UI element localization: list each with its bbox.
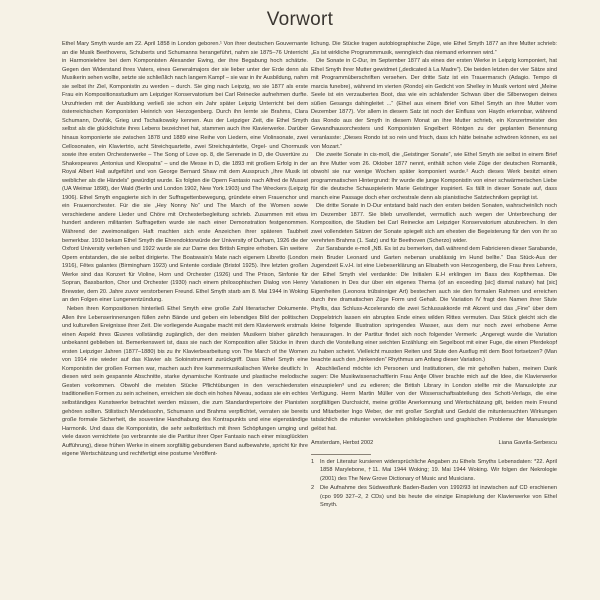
paragraph: Zur Sarabande e-moll „NB. Es ist zu bemerken, daß während dem Fabricieren dieser Sarabande, mein Bruder Leonard und Garten nebenan unablässig im Hund bellte.“ Das Stück-Aus der Jugendzeit E.v.H. ist eine Liebeserklärung an Elisabeth von Herzogenberg, die Frau ihres Lehrers, der Ethel Smyth viel verdankte: Die Initialen E.H erklingen im Bass des Kopfthemas. Die Variationen in Des dur über ein eigenes Thema (of an exceeding [sic] dismal nature) hat [sic] Eigenheiten (Leonora trübsinniger Art) bestechen auch sie den formalen Rahmen und erreichen durch ihre dramatischen Züge Form und Gehalt. Die Variation IV fragt den Namen ihrer Stute Phyllis, das Schluss-Accelerando die zwei Schlussakkorde mit Akzent und das „Fine“ über dem Doppelstrich lassen ein abruptes Ende eines wilden Rittes vermuten. Das Stück gleicht sich die kleine folgende Illustration springendes Wasser, aus dem nur noch zwei erhobene Arme herausragen. In der Partitur findet sich noch folgender Vermerk: „Angeregt wurde die Variation durch die Vorstellung einer seichten Erzählung: ein Segelboot mit einer Fuge, die einen Pferdekopf zu haben scheint. Vielleicht mussten Reiten und Stute den Ausflug mit dem Boot fortsetzen? (Man beachte auch den „hinkenden“ Rhythmus am Anfang dieser Variation.) <box>311 246 557 364</box>
footnote-number: 2 <box>311 485 315 492</box>
author-name: Liana Gavrila-Serbescu <box>498 440 557 447</box>
footnote-number: 1 <box>311 458 315 465</box>
paragraph: lichung. Die Stücke tragen autobiographische Züge, wie Ethel Smyth 1877 an ihre Mutter schrieb: „Es ist wirkliche Programmmusik, wenngleich das niemand erkennen wird.“ <box>311 41 557 56</box>
paragraph: Abschließend möchte ich Personen und Institutionen, die mir geholfen haben, meinen Dank sagen: Die Musikwissenschaftlerin Frau Antje Oliver brachte mich auf die Idee, die Klavierwerke einzuspielen³ und zu edieren; die British Library in London stellte mir die Manuskripte zur Verfügung. Herrn Martin Müller von der Wissenschaftsabteilung des Schott-Verlags, die eine sorgfältigen Durchsicht, meine größte Anerkennung und Wertschätzung gilt, beiden mein Freund und Mitarbeiter Ingo Weber, der mit großer Sorgfalt und Geduld die mituntersuchten Wirkungen tatsächlich die mitunter verwickelten philologischen und graphischen Probleme der Manuskripte gelöst hat. <box>311 365 557 432</box>
footnote <box>311 458 557 484</box>
footnote-text: Die Aufnahme des Südwestfunk Baden-Baden von 1992/93 ist inzwischen auf CD erschienen (cpo 999 327–2, 2 CDs) und bis heute die einzige Einspielung der Klavierwerke von Ethel Smyth. <box>320 485 557 509</box>
paragraph: Ethel Mary Smyth wurde am 22. April 1858 in London geboren.¹ Von ihrer deutschen Gouvernante an die Musik Beethovens, Schuberts und Schumanns herangeführt, nahm sie 1875–76 Unterricht in Harmonielehre bei dem Komponisten Alexander Ewing, der ihre Begabung hoch schätzte. Gegen den Widerstand ihres Vaters, eines Generalmajors der sie lieber unter der Erde denn als Musikerin sehen wollte, setzte sie schließlich nach langem Kampf – sie war in ihr Ausbildung, nahm sie selbst ihr Ziel, Komponistin zu werden – durch. Sie ging nach Leipzig, wo sie 1877 als erste Frau ein Kompositionsstudium am Leipziger Konservatorium bei Carl Reinecke aufnehmen durfte. Unzufrieden mit der Ausbildung verließ sie schon ein Jahr später Leipzig Unterricht bei dem österreichischen Komponisten Heinrich von Herzogenberg. Durch ihn lernte sie Brahms, Clara Schumann, Dvořák, Grieg und Tschaikowsky kennen. Aus der Leipziger Zeit, die Ethel Smyth selbst als die glücklichste ihres Lebens bezeichnet hat, stammen auch ihre Klavierwerke. Darüber hinaus komponierte sie zwischen 1878 und 1889 eine Reihe von Liedern, eine Violinsonate, zwei Cellosonaten, ein Klaviertrio, acht Streichquartette, zwei Streichquintette, Orgel- und Chormusik sowie ihre ersten Orchesterwerke – The Song of Love op. 8, die Serenade in D, die Ouvertüre zu Shakespeares „Antonius und Kleopatra“ – und die Messe in D, die 1893 mit großem Erfolg in der Royal Albert Hall aufgeführt und von George Bernard Shaw mit dem Ausspruch „Ihre Musik ist weiblicher als die Händels“ gewürdigt wurde. Es folgten die Opern Fantasio nach Alfred de Musset (UA Weimar 1898), der Wald (Berlin und London 1902, New York 1903) und The Wreckers (Leipzig 1906). Ethel Smyth engagierte sich in der Suffragettenbewegung, gründete einen Frauenchor und ein Frauenorchester. Für die sie „Hey Nonny No“ und The March of the Women sowie verschiedene andere Lieder und Chöre mit Orchesterbegleitung schrieb. Zusammen mit etwa hundert anderen militanten Suffragetten wurde sie nach einer Demonstration festgenommen. Während der zweimonatigen Haft machten sich erste Anzeichen ihrer späteren Taubheit bemerkbar. 1910 bekam Ethel Smyth die Ehrendoktorwürde der University of Durham, 1926 die der Oxford University verliehen und 1922 wurde sie zur Dame des British Empire erhoben. Ein weitere Opern entstanden, die sie selbst dirigierte. The Boatswain's Mate nach eigenem Libretto (London 1916), Fêtes galantes (Birmingham 1923) und Entente cordiale (Bristol 1925). Ihre letzten großen Werke sind das Konzert für Violine, Horn und Orchester (1926) und The Prison, Sinfonie für Sopran, Bassbariton, Chor und Orchester (1930) nach einem philosophischen Dialog von Henry Brewster, dem 20. Jahre zuvor verstorbenen Freund. Ethel Smyth starb am 8. Mai 1944 in Woking an den Folgen einer Lungenentzündung. <box>62 41 308 304</box>
signature-line <box>311 439 557 448</box>
right-column <box>311 40 557 511</box>
paragraph: Die zweite Sonate in cis-moll, die „Geistinger Sonate“, wie Ethel Smyth sie selbst in einem Brief an ihre Mutter vom 26. Oktober 1877 nennt, enthält schon viele Züge der deutschen Romantik, obwohl sie nur wenige Wochen später komponiert wurde.² Auch dieses Werk besitzt einen programmatischen Hintergrund: Ihr wurde die junge Komponistin von einer schwärmerischen Liebe für die deutsche Schauspielerin Marie Geistinger inspiriert. Es fällt in dieser Sonate auf, dass manch eine Passage doch eher orchestrale denn als pianistische Satztechniken geprägt ist. <box>311 152 557 201</box>
footnote <box>311 484 557 510</box>
paragraph: Die dritte Sonate in D-Dur entstand bald nach den ersten beiden Sonaten, wahrscheinlich noch im Dezember 1877. Sie blieb unvollendet, vermutlich auch wegen der Unterbrechung der Komposition, die Studien bei Carl Reinecke am Leipziger Konservatorium abzubrechen. In den zwei vollendeten Sätzen der Sonate spiegelt sich am ehesten die Begeisterung für den von ihr so verehrten Brahms (1. Satz) und für Beethoven (Scherzo) wider. <box>311 203 557 244</box>
footnotes <box>311 458 557 510</box>
left-column <box>62 40 308 459</box>
paragraph: Die Sonate in C-Dur, im September 1877 als eines der ersten Werke in Leipzig komponiert, hat Ethel Smyth ihrer Mutter gewidmet („dedicated à La Madre“). Die beiden letzten der vier Sätze sind mit Programmüberschriften versehen. Der dritte Satz ist ein Trauermarsch (Adagio. Tempo di marcia funebre), während im vierten (Rondo) ein Gedicht von Shelley in Musik vertont wird „Meine Seele ist ein verzaubertes Boot, das wie ein schlafender Schwan über die Silberwogen deines süßen Gesangs dahingleitet ...“ (Ethel aus einem Brief von Ethel Smyth an ihre Mutter vom Dezember 1877). Vor allem in diesem Satz ist noch der Einfluss von Haydn erkennbar, während das Rondo aus der Smyth in diesem Monat an ihre Mutter schrieb, ein Konzertmeister des Gewandhausorchesters und Komponisten Engelbert Röntgen zu der geplanten Benennung veranlasste: „Dieses Rondo ist so rein und frisch, dass ich hätte beinahe schwören können, es sei von Mozart.“ <box>311 58 557 150</box>
paragraph: Neben ihren Kompositionen hinterließ Ethel Smyth eine große Zahl literarischer Dokumente. Allen ihre Lebenserinnerungen füllen zehn Bände und geben ein lebendiges Bild der politischen und kulturellen Ereignisse ihrer Zeit. Die vorliegende Ausgabe macht mit dem Klavierwerk erstmals einen Aspekt ihres Œuvres vollständig zugänglich, der den meisten Musikern bisher gänzlich unbekannt geblieben ist. Bemerkenswert ist, dass sie nach der Komposition aller Stücke in ihren ersten Leipziger Jahren (1877–1880) bis zu ihr Klavierbearbeitung von The March of the Women von 1914 nie wieder auf das Klavier als Soloinstrument zurückgriff. Dass Ethel Smyth eine Komponistin der großen Formen war, machen auch ihre kammermusikalischen Werke deutlich: In diesen wird sein gespannte Abschnitte, starke dynamische Kontraste und plastische melodische Gesten vorkommen. Obwohl die meisten Stücke Pflichtübungen in den verschiedensten traditionellen Formen zu sein scheinen, erreichen sie doch ein hohes Niveau, sodass sie ein echtes selbständiges Kunstwerke betrachtet werden müssen, die zum Standardrepertoire der Pianisten gehören sollten. Stilistisch Mendelssohn, Schumann und Brahms verpflichtet, verraten sie bereits große formale Sicherheit, die souveräne Handhabung des Kontrapunkts und eine eigenständige Harmonik. Und dass die Komponistin, die sehr selbstkritisch mit ihren Schöpfungen umging und viele davon vernichtete (so verbrannte sie die Partitur ihrer Oper Fantasio nach einer missglückten Aufführung), diese frühen Werke in einem sorgfältig gebundenen Band aufbewahrte, spricht für ihre eigene Wertschätzung und rechtfertigt eine postume Veröffent- <box>62 305 308 458</box>
page-title: Vorwort <box>266 9 334 30</box>
footnote-text: In der Literatur kursieren widersprüchliche Angaben zu Ethels Smyths Lebensdaten: *22. April 1858 Marylebone, †11. Mai 1944 Woking; 19. Mai 1944 Woking. Wir folgen der Nekrologie (2001) des The New Grove Dictionary of Music and Musicians. <box>320 458 557 482</box>
place-date: Amsterdam, Herbst 2002 <box>311 440 374 447</box>
footnote-divider <box>311 454 371 455</box>
